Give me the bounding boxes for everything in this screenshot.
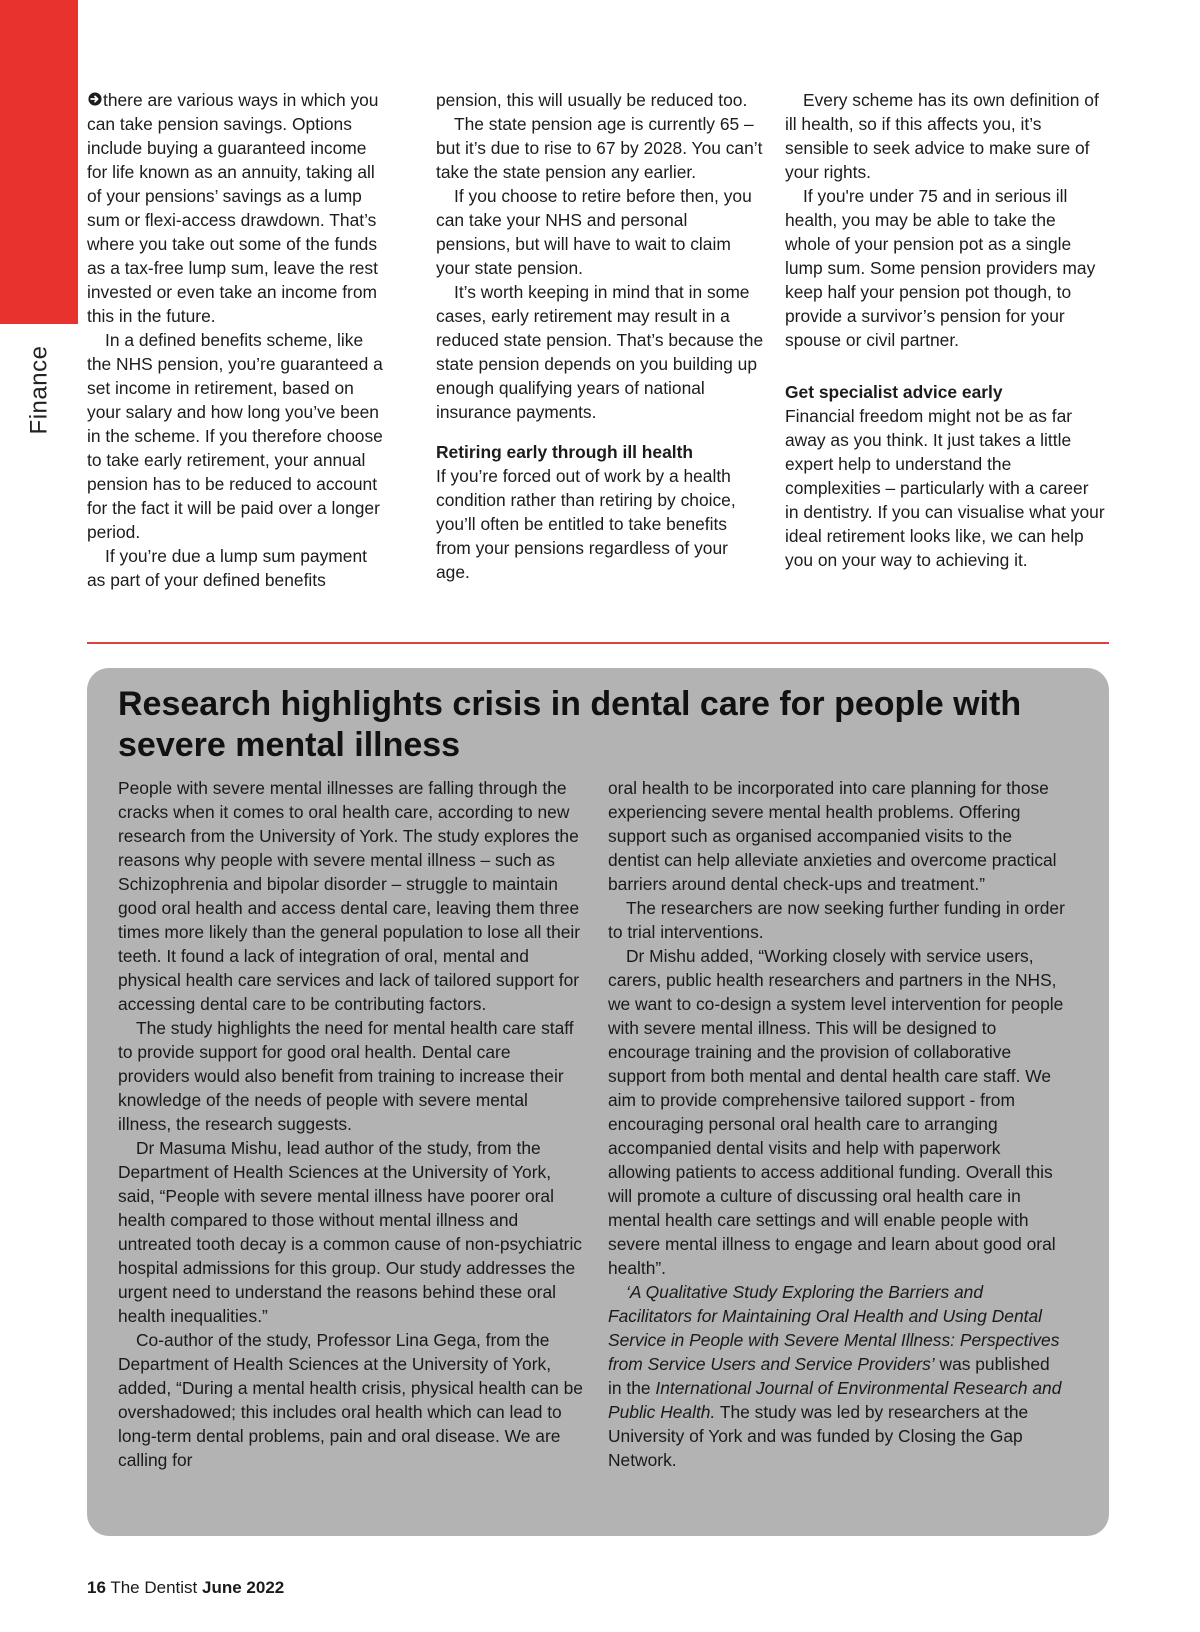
paragraph: Co-author of the study, Professor Lina Gega, from the Department of Health Sciences at the University of York, added, “During a mental health crisis, physical health can be overshadowed; this includes oral health which can lead to long-term dental problems, pain and oral disease. We are calling for: [118, 1330, 583, 1470]
section-divider: [87, 642, 1109, 644]
issue-date: June 2022: [202, 1578, 285, 1597]
paragraph: In a defined benefits scheme, like the NHS pension, you’re guaranteed a set income in retirement, based on your salary and how long you’ve been in the scheme. If you therefore choose to take early retirement, your annual pension has to be reduced to account for the fact it will be paid over a longer period.: [87, 330, 383, 542]
paragraph: If you choose to retire before then, you can take your NHS and personal pensions, but will have to wait to claim your state pension.: [436, 186, 752, 278]
paragraph: People with severe mental illnesses are falling through the cracks when it comes to oral health care, according to new research from the University of York. The study explores the reasons why people with severe mental illness – such as Schizophrenia and bipolar disorder – struggle to maintain good oral health and access dental care, leaving them three times more likely than the general population to lose all their teeth. It found a lack of integration of oral, mental and physical health care services and lack of tailored support for accessing dental care to be contributing factors.: [118, 778, 581, 1014]
paragraph: [608, 1280, 1068, 1472]
paragraph-text: The study was led by researchers at the University of York and was funded by Closing the Gap Network.: [608, 1402, 1029, 1470]
paragraph: oral health to be incorporated into care planning for those experiencing severe mental health problems. Offering support such as organised accompanied visits to the dentist can help alleviate anxieties and overcome practical barriers around dental check-ups and treatment.”: [608, 778, 1057, 894]
journal-name: International Journal of Environmental Research and Public Health.: [608, 1378, 1062, 1422]
news-column-2: [608, 776, 1068, 1472]
paragraph: Dr Masuma Mishu, lead author of the study, from the Department of Health Sciences at the University of York, said, “People with severe mental illness have poorer oral health compared to those without mental illness and untreated tooth decay is a common cause of non-psychiatric hospital admissions for this group. Our study addresses the urgent need to understand the reasons behind these oral health inequalities.”: [118, 1138, 583, 1326]
finance-column-3: [785, 88, 1105, 572]
paragraph: If you’re due a lump sum payment as part of your defined benefits: [87, 546, 367, 590]
page-number: 16: [87, 1578, 106, 1597]
paragraph: If you're under 75 and in serious ill health, you may be able to take the whole of your pension pot as a single lump sum. Some pension providers may keep half your pension pot though, to provide a survivor’s pension for your spouse or civil partner.: [785, 186, 1096, 350]
finance-article: [0, 88, 1200, 628]
publication-name: The Dentist: [110, 1578, 198, 1597]
page-footer: [87, 1578, 284, 1598]
paragraph: Financial freedom might not be as far away as you think. It just takes a little expert help to understand the complexities – particularly with a career in dentistry. If you can visualise what your ideal retirement looks like, we can help you on your way to achieving it.: [785, 406, 1105, 570]
section-label-text: Finance: [25, 345, 53, 435]
subheading: Get specialist advice early: [785, 382, 1003, 402]
circled-arrow-right-icon: [87, 88, 103, 112]
study-title: ‘A Qualitative Study Exploring the Barriers and Facilitators for Maintaining Oral Health and Using Dental Service in People with Severe Mental Illness: Perspectives from Service Users and Service Providers’: [608, 1282, 1060, 1374]
news-box: [87, 668, 1109, 1536]
paragraph: [87, 88, 387, 328]
paragraph: pension, this will usually be reduced too.: [436, 90, 748, 110]
paragraph: The study highlights the need for mental health care staff to provide support for good oral health. Dental care providers would also benefit from training to increase their knowledge of the needs of people with severe mental illness, the research suggests.: [118, 1018, 574, 1134]
news-column-1: [118, 776, 584, 1472]
subheading: Retiring early through ill health: [436, 442, 694, 462]
paragraph-text: there are various ways in which you can take pension savings. Options include buying a guaranteed income for life known as an annuity, taking all of your pensions’ savings as a lump sum or flexi-access drawdown. That’s where you take out some of the funds as a tax-free lump sum, leave the rest invested or even take an income from this in the future.: [87, 90, 379, 326]
paragraph-text: was published in the: [608, 1354, 1050, 1398]
paragraph: Dr Mishu added, “Working closely with service users, carers, public health researchers and partners in the NHS, we want to co-design a system level intervention for people with severe mental illness. This will be designed to encourage training and the provision of collaborative support from both mental and dental health care staff. We aim to provide comprehensive tailored support - from encouraging personal oral health care to arranging accompanied dental visits and help with paperwork allowing patients to access additional funding. Overall this will promote a culture of discussing oral health care in mental health care settings and will enable people with severe mental illness to engage and learn about good oral health”.: [608, 946, 1064, 1278]
paragraph: It’s worth keeping in mind that in some cases, early retirement may result in a reduced state pension. That’s because the state pension depends on you building up enough qualifying years of national insurance payments.: [436, 282, 764, 422]
finance-column-2: [436, 88, 766, 584]
paragraph: The researchers are now seeking further funding in order to trial interventions.: [608, 898, 1065, 942]
paragraph: The state pension age is currently 65 – but it’s due to rise to 67 by 2028. You can’t take the state pension any earlier.: [436, 114, 763, 182]
paragraph: Every scheme has its own definition of ill health, so if this affects you, it’s sensible to seek advice to make sure of your rights.: [785, 90, 1099, 182]
news-headline: Research highlights crisis in dental care for people with severe mental illness: [118, 685, 1022, 764]
finance-column-1: [87, 88, 387, 592]
paragraph: If you’re forced out of work by a health condition rather than retiring by choice, you’ll often be entitled to take benefits from your pensions regardless of your age.: [436, 466, 736, 582]
